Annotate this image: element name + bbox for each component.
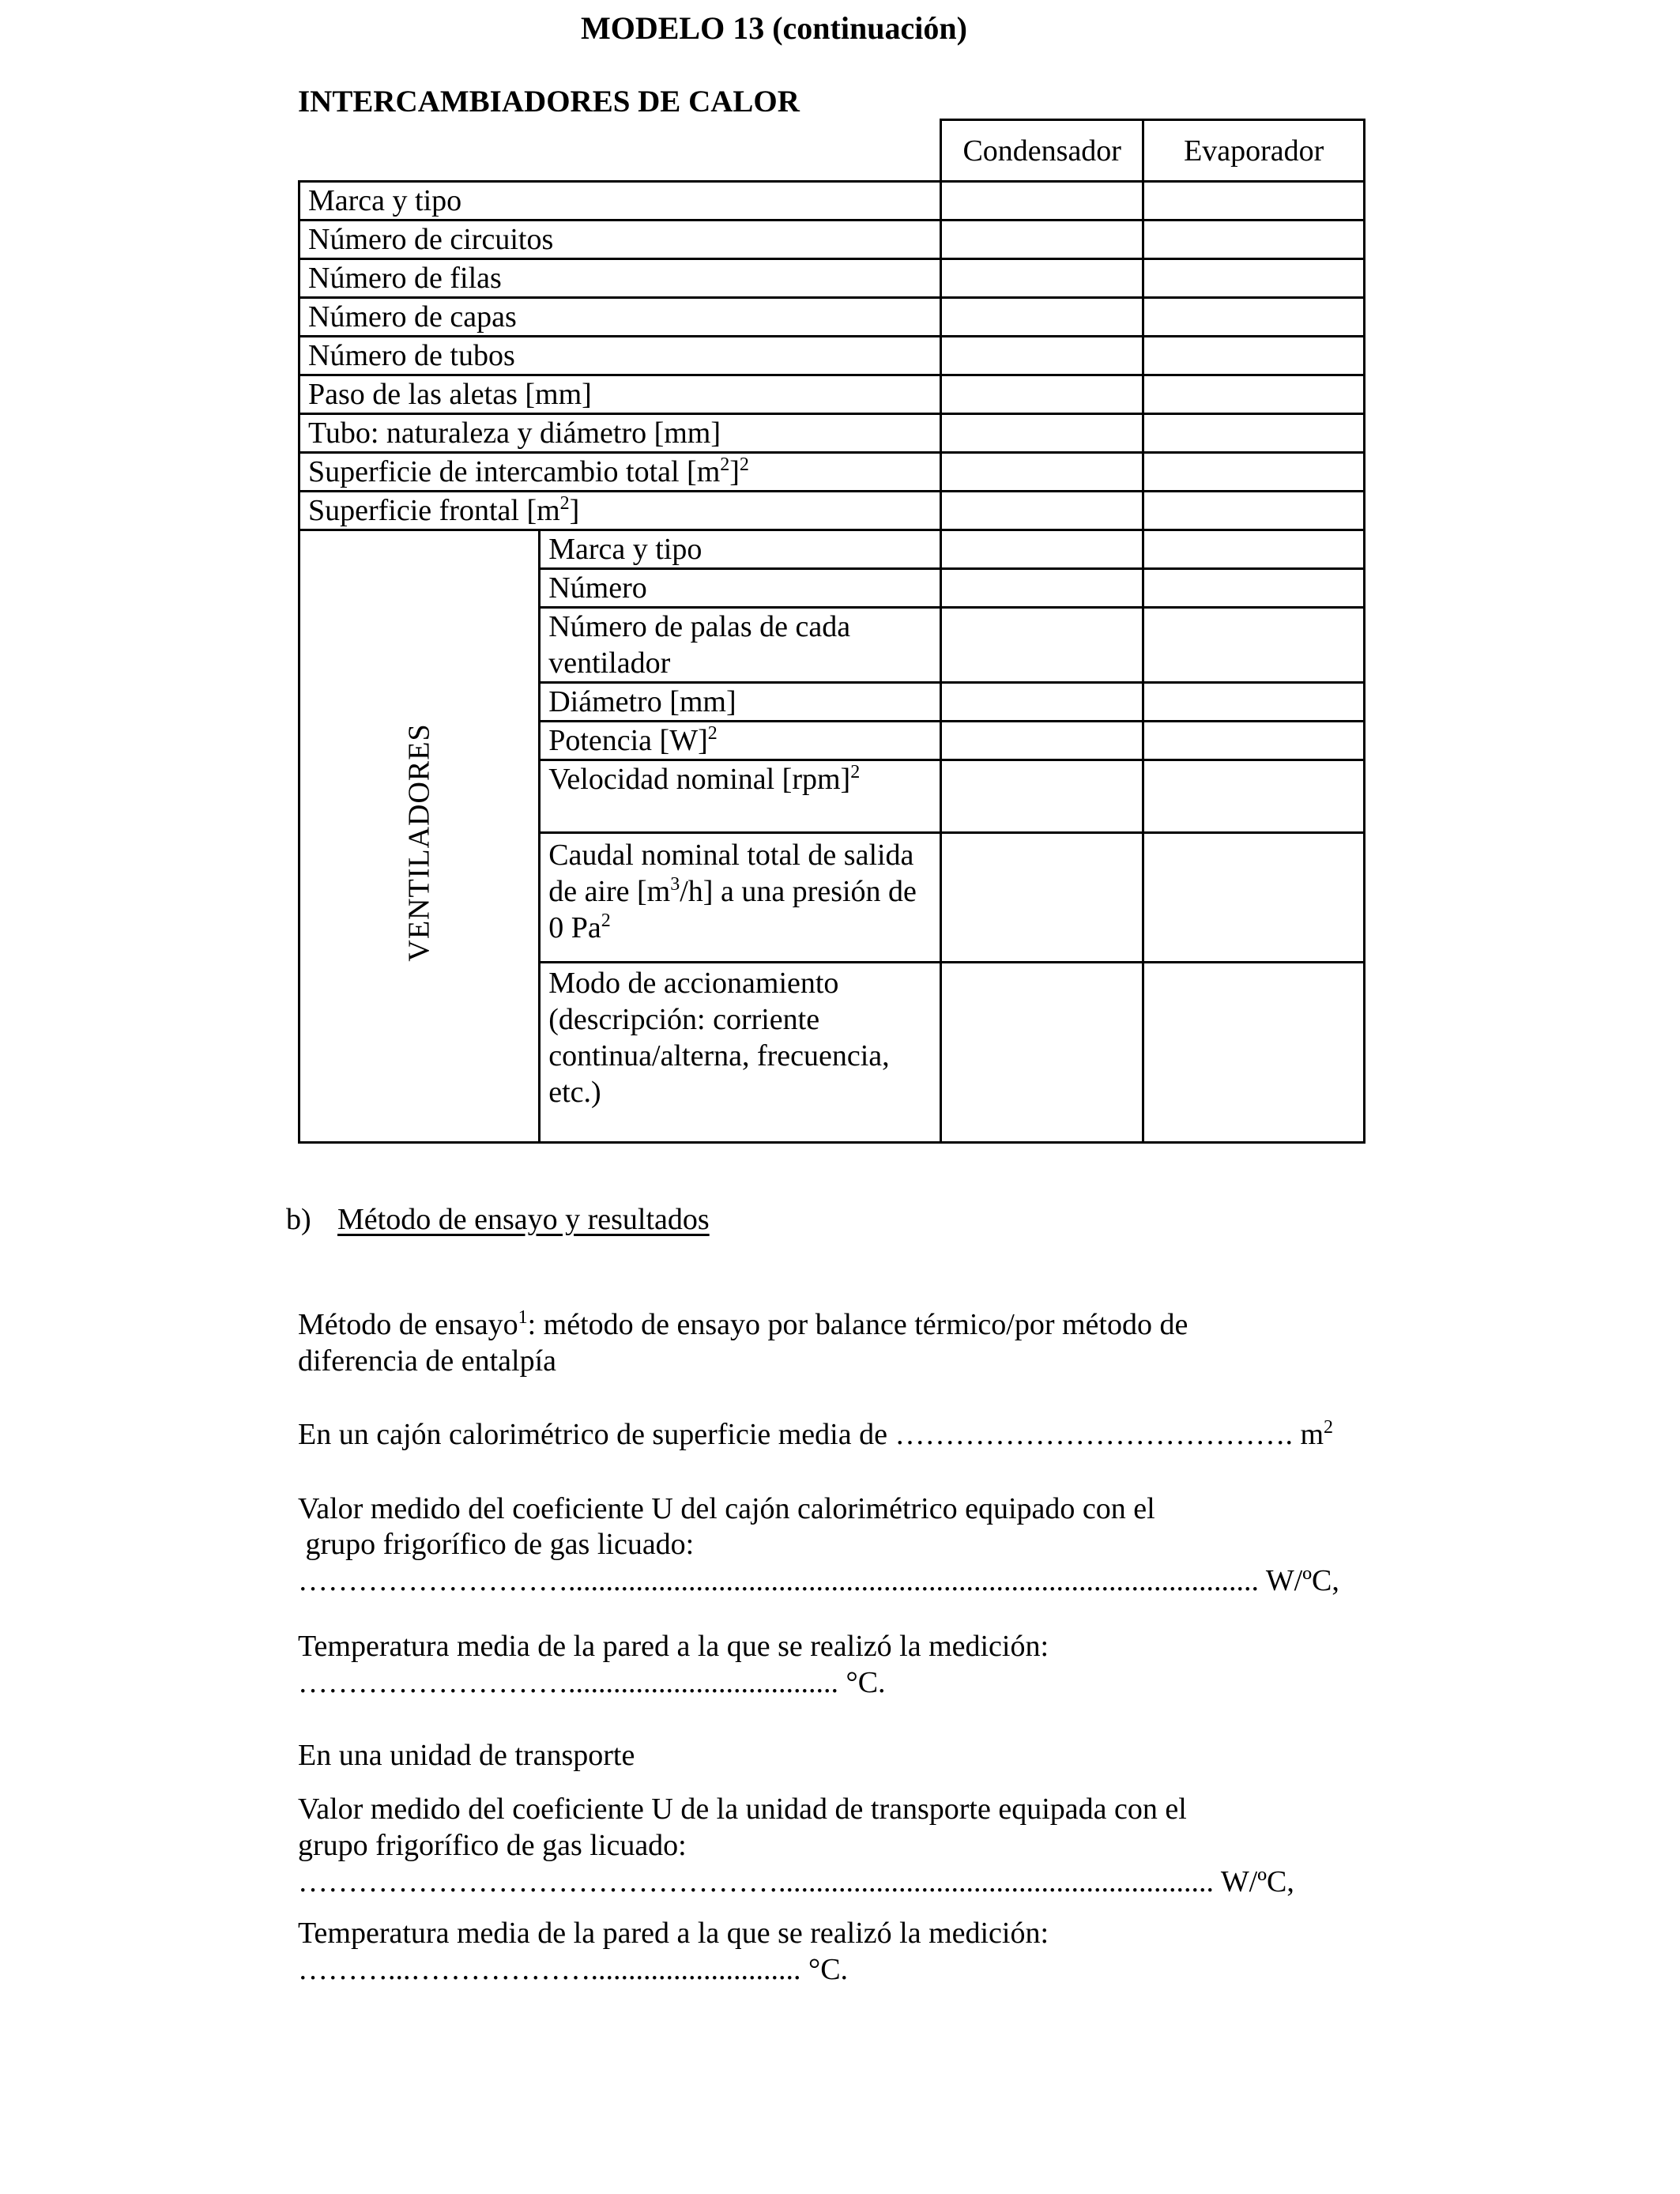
temp-pared-1-line1: Temperatura media de la pared a la que se realizó la medición: bbox=[298, 1630, 1049, 1663]
column-header-evaporador: Evaporador bbox=[1143, 120, 1365, 182]
condensador-cell[interactable] bbox=[941, 414, 1143, 453]
condensador-cell[interactable] bbox=[941, 453, 1143, 492]
u-cajon-line2: grupo frigorífico de gas licuado: bbox=[298, 1528, 695, 1561]
heat-exchanger-table bbox=[298, 119, 1365, 1144]
condensador-cell[interactable] bbox=[941, 722, 1143, 760]
evaporador-cell[interactable] bbox=[1143, 453, 1365, 492]
evaporador-cell[interactable] bbox=[1143, 683, 1365, 722]
row-label-numero-circuitos: Número de circuitos bbox=[299, 221, 941, 259]
condensador-cell[interactable] bbox=[941, 221, 1143, 259]
fan-row-label-modo-accionamiento: Modo de accionamiento (descripción: corriente continua/alterna, frecuencia, etc.) bbox=[540, 963, 941, 1143]
fan-row-label-velocidad: Velocidad nominal [rpm]$^2$ bbox=[540, 760, 941, 833]
column-header-condensador: Condensador bbox=[941, 120, 1143, 182]
page-title: MODELO 13 (continuación) bbox=[581, 10, 967, 46]
u-transporte-line1: Valor medido del coeficiente U de la unidad de transporte equipada con el bbox=[298, 1793, 1187, 1826]
u-transporte-line2: grupo frigorífico de gas licuado: bbox=[298, 1829, 687, 1862]
section-b-marker: b) bbox=[286, 1203, 311, 1236]
row-label-paso-aletas: Paso de las aletas [mm] bbox=[299, 375, 941, 414]
fan-row-label-diametro: Diámetro [mm] bbox=[540, 683, 941, 722]
evaporador-cell[interactable] bbox=[1143, 492, 1365, 530]
fan-row-label-caudal: Caudal nominal total de salida de aire $[m^3/h]$ a una presión de 0 Pa$^2$ bbox=[540, 833, 941, 963]
condensador-cell[interactable] bbox=[941, 833, 1143, 963]
section-b-heading: Método de ensayo y resultados bbox=[337, 1203, 710, 1236]
condensador-cell[interactable] bbox=[941, 492, 1143, 530]
u-cajon-value-line[interactable]: ………………………............................................................................................ W/ºC, bbox=[298, 1564, 1339, 1597]
temp-pared-2-value-line[interactable]: ………...………………............................ °C. bbox=[298, 1953, 849, 1986]
condensador-cell[interactable] bbox=[941, 182, 1143, 221]
fan-row-label-numero-palas: Número de palas de cada ventilador bbox=[540, 608, 941, 683]
row-label-superficie-frontal: Superficie frontal $[m^2]$ bbox=[299, 492, 941, 530]
u-cajon-line1: Valor medido del coeficiente U del cajón calorimétrico equipado con el bbox=[298, 1492, 1155, 1525]
condensador-cell[interactable] bbox=[941, 683, 1143, 722]
temp-pared-1-value-line[interactable]: ……………………….................................... °C. bbox=[298, 1666, 886, 1699]
evaporador-cell[interactable] bbox=[1143, 530, 1365, 569]
evaporador-cell[interactable] bbox=[1143, 569, 1365, 608]
evaporador-cell[interactable] bbox=[1143, 259, 1365, 298]
row-label-numero-capas: Número de capas bbox=[299, 298, 941, 337]
condensador-cell[interactable] bbox=[941, 375, 1143, 414]
row-label-numero-tubos: Número de tubos bbox=[299, 337, 941, 375]
row-label-numero-filas: Número de filas bbox=[299, 259, 941, 298]
evaporador-cell[interactable] bbox=[1143, 182, 1365, 221]
condensador-cell[interactable] bbox=[941, 963, 1143, 1143]
row-label-superficie-intercambio: Superficie de intercambio total $[m^2]^2$ bbox=[299, 453, 941, 492]
ventiladores-group-label: VENTILADORES bbox=[299, 530, 540, 1143]
condensador-cell[interactable] bbox=[941, 760, 1143, 833]
evaporador-cell[interactable] bbox=[1143, 298, 1365, 337]
fan-row-label-potencia: Potencia $[W]^2$ bbox=[540, 722, 941, 760]
condensador-cell[interactable] bbox=[941, 337, 1143, 375]
condensador-cell[interactable] bbox=[941, 259, 1143, 298]
temp-pared-2-line1: Temperatura media de la pared a la que se realizó la medición: bbox=[298, 1917, 1049, 1950]
evaporador-cell[interactable] bbox=[1143, 963, 1365, 1143]
condensador-cell[interactable] bbox=[941, 530, 1143, 569]
transporte-title: En una unidad de transporte bbox=[298, 1739, 635, 1772]
evaporador-cell[interactable] bbox=[1143, 375, 1365, 414]
section-title: INTERCAMBIADORES DE CALOR bbox=[298, 85, 800, 119]
evaporador-cell[interactable] bbox=[1143, 833, 1365, 963]
evaporador-cell[interactable] bbox=[1143, 414, 1365, 453]
evaporador-cell[interactable] bbox=[1143, 608, 1365, 683]
condensador-cell[interactable] bbox=[941, 569, 1143, 608]
fan-row-label-numero: Número bbox=[540, 569, 941, 608]
u-transporte-value-line[interactable]: ………………………………………….......................................................... W/ºC, bbox=[298, 1865, 1294, 1898]
evaporador-cell[interactable] bbox=[1143, 760, 1365, 833]
condensador-cell[interactable] bbox=[941, 298, 1143, 337]
evaporador-cell[interactable] bbox=[1143, 337, 1365, 375]
row-label-tubo-naturaleza: Tubo: naturaleza y diámetro [mm] bbox=[299, 414, 941, 453]
fan-row-label-marca-tipo: Marca y tipo bbox=[540, 530, 941, 569]
condensador-cell[interactable] bbox=[941, 608, 1143, 683]
metodo-ensayo-line1: Método de ensayo$^1$: método de ensayo por balance térmico/por método de bbox=[298, 1307, 1188, 1341]
cajon-superficie-line: En un cajón calorimétrico de superficie media de …………………………………. $m^2$ bbox=[298, 1417, 1334, 1451]
metodo-ensayo-line2: diferencia de entalpía bbox=[298, 1344, 557, 1378]
row-label-marca-tipo: Marca y tipo bbox=[299, 182, 941, 221]
evaporador-cell[interactable] bbox=[1143, 722, 1365, 760]
evaporador-cell[interactable] bbox=[1143, 221, 1365, 259]
